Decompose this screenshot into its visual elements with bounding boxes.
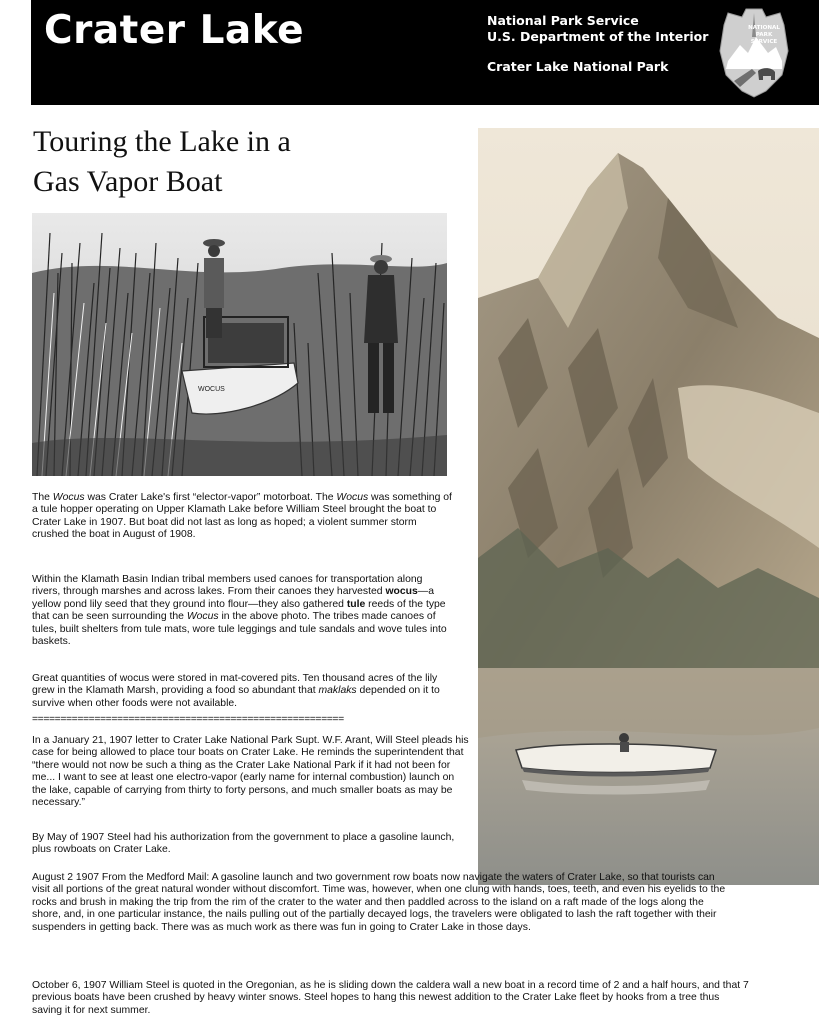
paragraph-tribal-canoes — [32, 574, 452, 648]
emblem-text-line3: SERVICE — [750, 39, 778, 45]
wocus-boat-photo — [32, 213, 447, 476]
caption-boat-name-1: Wocus — [52, 492, 85, 503]
paragraph-oregonian: October 6, 1907 William Steel is quoted in the Oregonian, as he is sliding down the caldera wall a new boat in a record time of 2 and a half hours, and that 7 previous boats have been crushed by heavy winter snows. Steel hopes to hang this newest addition to the Crater Lake fleet by hooks from a tree thus saving it for next summer. — [32, 980, 749, 1016]
photo-caption — [32, 492, 452, 542]
agency-name: National Park Service — [487, 13, 639, 28]
paragraph-steel-letter: In a January 21, 1907 letter to Crater Lake National Park Supt. W.F. Arant, Will Steel pleads his case for being allowed to place tour boats on Crater Lake. He reminds the superintendent that “there would not now be such a thing as the Crater Lake National Park if it had not been for me... I want to see at least one electro-vapor (early name for internal combustion) launch on the lake, capable of carrying from thirty to forty persons, and much smaller boats as may be necessary.” — [32, 735, 469, 809]
emblem-text-line1: NATIONAL — [748, 25, 780, 31]
p1-text-2: —a yellow pond lily seed that they ground into flour—they also gathered — [32, 586, 434, 610]
agency-block — [487, 13, 708, 75]
p2-text-2: depended on it to survive when other foods were not available. — [32, 685, 440, 709]
section-divider: ======================================================= — [32, 714, 344, 725]
p1-term-wocus: wocus — [385, 586, 418, 598]
headline-line1: Touring the Lake in a — [33, 125, 291, 158]
header-banner — [31, 0, 819, 105]
boat-name-label: WOCUS — [198, 386, 225, 393]
mountain-and-lake-illustration — [478, 128, 819, 885]
agency-spacer — [487, 45, 708, 59]
p1-text-3: reeds of the type that can be seen surrounding the — [32, 598, 446, 623]
park-title: Crater Lake — [44, 8, 305, 53]
emblem-text-line2: PARK — [755, 32, 773, 38]
article-headline — [33, 122, 291, 202]
boat-in-reeds-illustration — [32, 213, 447, 476]
p2-text-1: Great quantities of wocus were stored in mat-covered pits. Ten thousand acres of the lily grew in the Klamath Marsh, providing a food so abundant that — [32, 673, 438, 697]
paragraph-wocus-storage — [32, 673, 452, 710]
p1-text-1: Within the Klamath Basin Indian tribal members used canoes for transportation along rivers, through marshes and across lakes. From their canoes they harvested — [32, 574, 423, 598]
paragraph-authorization: By May of 1907 Steel had his authorization from the government to place a gasoline launch, plus rowboats on Crater Lake. — [32, 832, 455, 856]
nps-arrowhead-logo — [718, 7, 790, 99]
crater-lake-mountain-photo — [478, 128, 819, 885]
p2-term-maklaks: maklaks — [318, 685, 357, 697]
caption-text-3: was something of a tule hopper operating on Upper Klamath Lake before William Steel brought the boat to Crater Lake in 1907. But boat did not last as long as hoped; a violent summer storm crushed the boat in August of 1908. — [32, 492, 452, 541]
caption-boat-name-2: Wocus — [336, 492, 369, 503]
caption-text-2: was Crater Lake's first “elector-vapor” motorboat. The — [84, 492, 337, 503]
p1-text-4: in the above photo. The tribes made canoes of tules, built shelters from tule mats, wore tule leggings and tule sandals and wove tules into baskets. — [32, 611, 447, 648]
p1-boat-name: Wocus — [186, 611, 219, 623]
paragraph-medford-mail: August 2 1907 From the Medford Mail: A gasoline launch and two government row boats now navigate the waters of Crater Lake, so that tourists can visit all portions of the great natural wonder without discomfort. Time was, however, when one clung with hands, toes, teeth, and even his eyelids to the rocks and brush in making the trip from the rim of the crater to the water and then paddled across to the island on a raft made of the logs along the shore, and, in one particular instance, the nails pulling out of the partially decayed logs, the travelers were obligated to lash the raft together with their suspenders in getting back. There was as much work as there was fun in going to Crater Lake in those days. — [32, 872, 726, 933]
caption-text-1: The — [32, 492, 53, 503]
department-name: U.S. Department of the Interior — [487, 29, 709, 44]
p1-term-tule: tule — [346, 598, 366, 610]
headline-line2: Gas Vapor Boat — [33, 165, 223, 198]
park-name: Crater Lake National Park — [487, 59, 669, 74]
